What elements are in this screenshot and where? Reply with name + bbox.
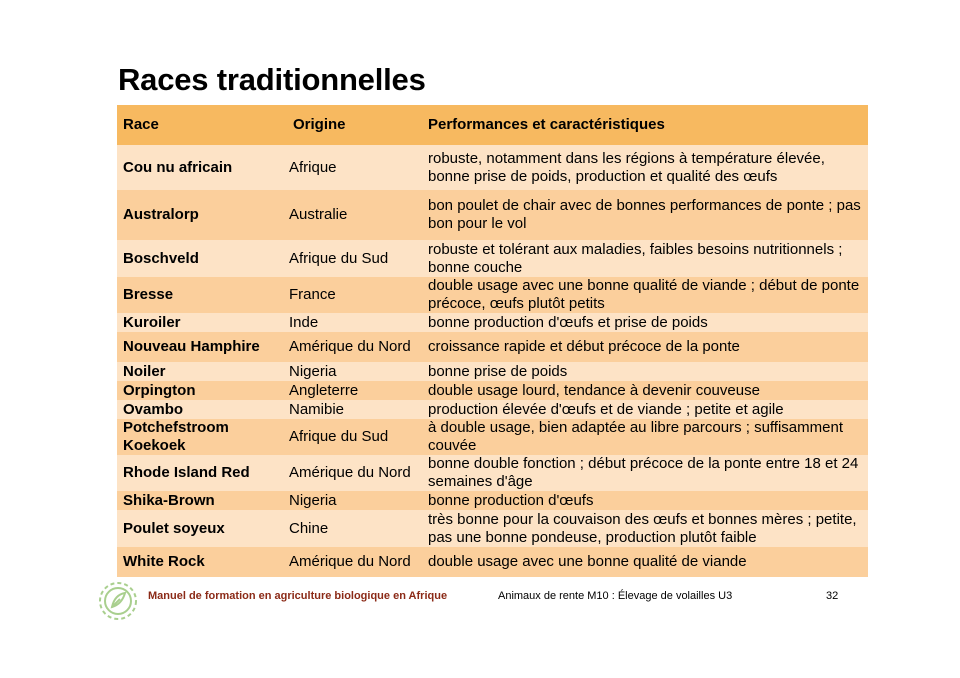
table-row (117, 277, 868, 313)
origin-cell: Nigeria (283, 362, 422, 381)
race-cell: Boschveld (117, 240, 283, 277)
table-row (117, 190, 868, 240)
table-row (117, 332, 868, 362)
origin-cell: Australie (283, 190, 422, 240)
performance-cell: double usage avec une bonne qualité de viande (422, 547, 868, 577)
page-number: 32 (826, 590, 839, 602)
origin-cell: Amérique du Nord (283, 332, 422, 362)
origin-cell: Angleterre (283, 381, 422, 400)
race-cell: Noiler (117, 362, 283, 381)
performance-cell: bonne production d'œufs (422, 491, 868, 510)
table-row (117, 362, 868, 381)
performance-cell: bonne double fonction ; début précoce de la ponte entre 18 et 24 semaines d'âge (422, 455, 868, 491)
performance-cell: robuste et tolérant aux maladies, faibles besoins nutritionnels ; bonne couche (422, 240, 868, 277)
performance-cell: très bonne pour la couvaison des œufs et bonnes mères ; petite, pas une bonne pondeuse, production plutôt faible (422, 510, 868, 547)
race-cell: Potchefstroom Koekoek (117, 419, 283, 455)
performance-cell: production élevée d'œufs et de viande ; petite et agile (422, 400, 868, 419)
organic-agriculture-logo-icon (97, 580, 139, 622)
performance-cell: bon poulet de chair avec de bonnes performances de ponte ; pas bon pour le vol (422, 190, 868, 240)
table-row (117, 491, 868, 510)
race-cell: Kuroiler (117, 313, 283, 332)
page-title: Races traditionnelles (118, 62, 426, 97)
header-performance: Performances et caractéristiques (422, 105, 868, 145)
race-cell: Rhode Island Red (117, 455, 283, 491)
table-row (117, 510, 868, 547)
table-row (117, 547, 868, 577)
header-race: Race (117, 105, 283, 145)
races-table (117, 105, 868, 577)
race-cell: Ovambo (117, 400, 283, 419)
origin-cell: France (283, 277, 422, 313)
origin-cell: Afrique du Sud (283, 240, 422, 277)
race-cell: White Rock (117, 547, 283, 577)
origin-cell: Afrique du Sud (283, 419, 422, 455)
table-row (117, 313, 868, 332)
table-row (117, 455, 868, 491)
performance-cell: à double usage, bien adaptée au libre parcours ; suffisamment couvée (422, 419, 868, 455)
table-row (117, 400, 868, 419)
header-origin: Origine (283, 105, 422, 145)
table-row (117, 419, 868, 455)
origin-cell: Inde (283, 313, 422, 332)
race-cell: Bresse (117, 277, 283, 313)
origin-cell: Afrique (283, 145, 422, 190)
performance-cell: croissance rapide et début précoce de la ponte (422, 332, 868, 362)
race-cell: Nouveau Hamphire (117, 332, 283, 362)
origin-cell: Nigeria (283, 491, 422, 510)
race-cell: Poulet soyeux (117, 510, 283, 547)
origin-cell: Amérique du Nord (283, 455, 422, 491)
table-row (117, 145, 868, 190)
race-cell: Australorp (117, 190, 283, 240)
performance-cell: bonne prise de poids (422, 362, 868, 381)
performance-cell: bonne production d'œufs et prise de poids (422, 313, 868, 332)
performance-cell: double usage avec une bonne qualité de viande ; début de ponte précoce, œufs plutôt petits (422, 277, 868, 313)
table-row (117, 240, 868, 277)
performance-cell: robuste, notamment dans les régions à température élevée, bonne prise de poids, production et qualité des œufs (422, 145, 868, 190)
origin-cell: Namibie (283, 400, 422, 419)
footer-manual-title: Manuel de formation en agriculture biologique en Afrique (148, 590, 448, 602)
origin-cell: Chine (283, 510, 422, 547)
origin-cell: Amérique du Nord (283, 547, 422, 577)
table-row (117, 381, 868, 400)
table-header-row (117, 105, 868, 145)
footer-module: Animaux de rente M10 : Élevage de volailles U3 (498, 590, 733, 602)
performance-cell: double usage lourd, tendance à devenir couveuse (422, 381, 868, 400)
race-cell: Shika-Brown (117, 491, 283, 510)
race-cell: Cou nu africain (117, 145, 283, 190)
race-cell: Orpington (117, 381, 283, 400)
